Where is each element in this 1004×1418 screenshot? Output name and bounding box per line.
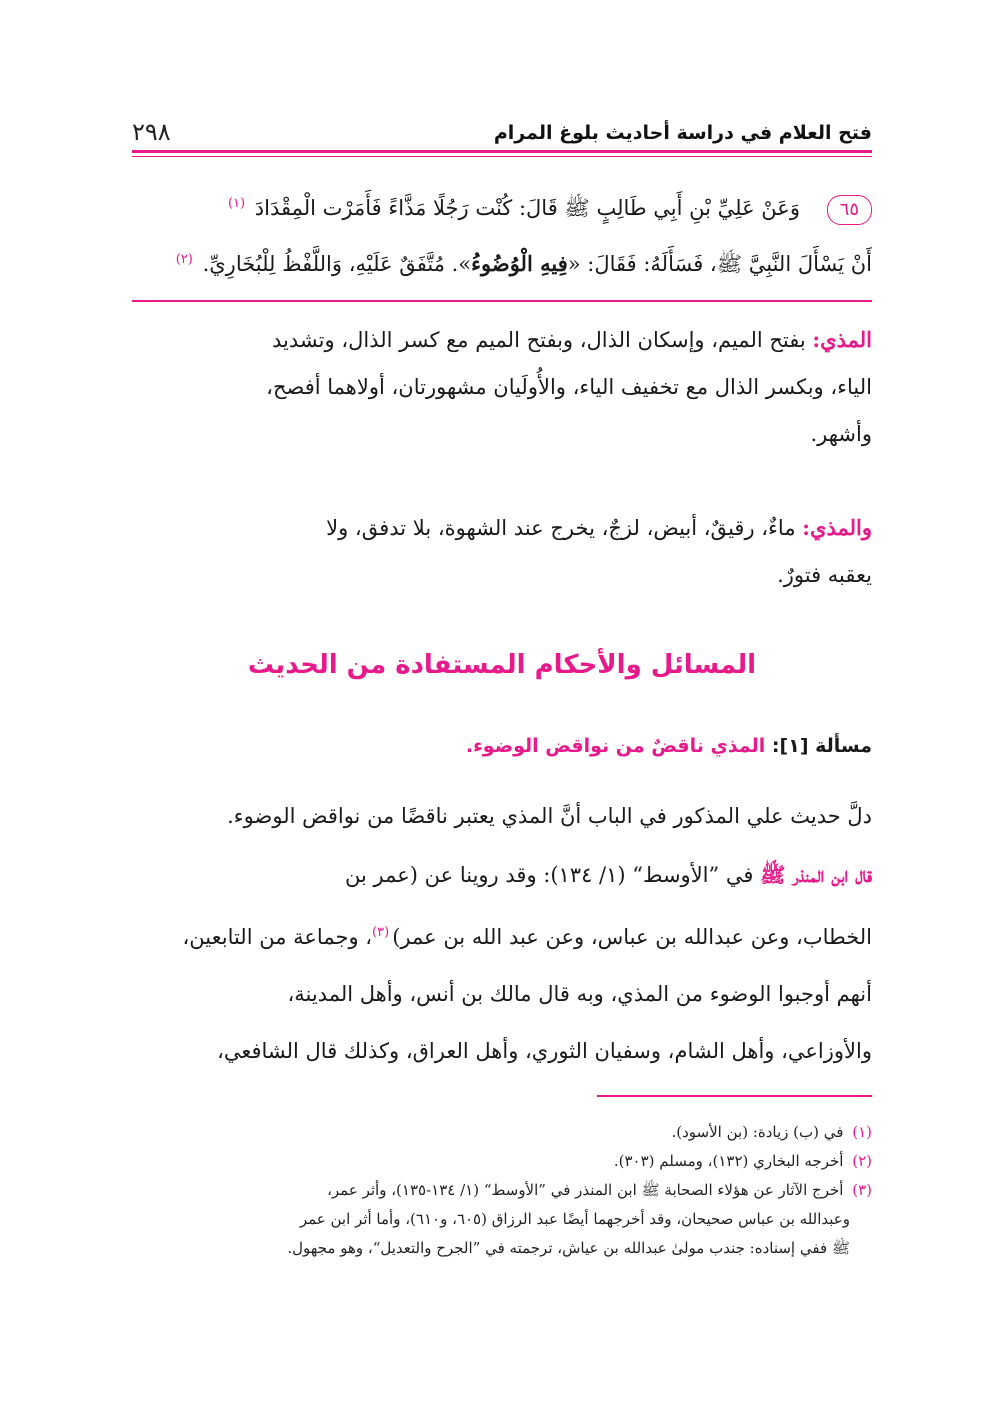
definition-wal-madhy-line-2: يعقبه فتورٌ. (777, 563, 872, 587)
footnote-1-text: في (ب) زيادة: (بن الأسود). (671, 1123, 844, 1141)
definition-wal-madhy-label: والمذي: (802, 515, 872, 540)
body-p2-text-1: في ”الأوسط“ (١/ ١٣٤): وقد روينا عن (عمر بن (345, 863, 754, 887)
footnote-ref-3[interactable]: (٣) (372, 925, 390, 940)
body-p2-line-1 (132, 846, 872, 904)
hadith-block (132, 178, 872, 298)
definition-madhy (132, 316, 872, 458)
footnote-1 (132, 1118, 872, 1147)
body-p2-line-3: أنهم أوجبوا الوضوء من المذي، وبه قال مالك بن أنس، وأهل المدينة، (287, 982, 872, 1006)
issue-label: مسألة [١]: (771, 735, 872, 757)
definition-wal-madhy-text-1: ماءٌ، رقيقٌ، أبيض، لزجٌ، يخرج عند الشهوة، بلا تدفق، ولا (326, 516, 796, 540)
hadith-text-2-bold: فِيهِ الْوُضُوءُ (471, 251, 568, 276)
body-p2-label: قال ابن المنذر ﷺ (760, 862, 872, 887)
hadith-separator (132, 300, 872, 302)
body-p2-text-2b: ، وجماعة من التابعين، (182, 925, 373, 949)
running-title: فتح العلام في دراسة أحاديث بلوغ المرام (493, 122, 872, 144)
hadith-text-2a: أَنْ يَسْأَلَ النَّبِيَّ ﷺ، فَسَأَلَهُ: فَقَالَ: « (567, 252, 872, 276)
footnote-3-text-3: ﷺ ففي إسناده: جندب مولىٰ عبدالله بن عياش، ترجمته في ”الجرح والتعديل“، وهو مجهول. (287, 1239, 850, 1257)
page-number: ٢٩٨ (132, 118, 171, 146)
footnote-3-text-2: وعبدالله بن عباس صحيحان، وقد أخرجهما أيضًا عبد الرزاق (٦٠٥، و٦١٠)، وأما أثر ابن عمر (299, 1210, 850, 1228)
definition-madhy-line-2: الياء، وبكسر الذال مع تخفيف الياء، والأُولَيان مشهورتان، أولاهما أفصح، (266, 375, 872, 399)
footnote-2 (132, 1147, 872, 1176)
issue-title: المذي ناقضٌ من نواقض الوضوء. (465, 735, 766, 757)
body-paragraph-2 (132, 846, 872, 1080)
footnote-2-number: (٢) (852, 1152, 872, 1170)
footnote-3-number: (٣) (852, 1181, 872, 1199)
footnotes (132, 1118, 872, 1263)
body-p1-line: دلَّ حديث علي المذكور في الباب أنَّ المذي يعتبر ناقضًا من نواقض الوضوء. (227, 804, 872, 828)
body-p2-text-2: الخطاب، وعن عبدالله بن عباس، وعن عبد الله بن عمر) (392, 925, 872, 949)
section-title: المسائل والأحكام المستفادة من الحديث (247, 650, 757, 680)
hadith-text-2b: ». مُتَّفَقٌ عَلَيْهِ، وَاللَّفْظُ لِلْبُخَارِيِّ. (202, 252, 472, 276)
definition-madhy-line-1 (132, 316, 872, 364)
header-rule-thick (132, 150, 872, 153)
definition-wal-madhy-line-1 (132, 504, 872, 552)
hadith-number-badge: ٦٥ (827, 195, 872, 225)
hadith-line-1 (132, 178, 872, 234)
hadith-line-2 (132, 234, 872, 290)
hadith-text-1: وَعَنْ عَلِيِّ بْنِ أَبِي طَالِبٍ ﷺ قَالَ: كُنْت رَجُلًا مَذَّاءً فَأَمَرْت الْمِقْدَادَ (254, 196, 800, 220)
definition-madhy-text-1: بفتح الميم، وإسكان الذال، وبفتح الميم مع كسر الذال، وتشديد (272, 328, 806, 352)
definition-madhy-line-3: وأشهر. (810, 422, 872, 446)
issue-heading (132, 730, 872, 762)
header-rule-thin (132, 156, 872, 157)
footnote-3-text-1: أخرج الآثار عن هؤلاء الصحابة ﷺ ابن المنذر في ”الأوسط“ (١/ ١٣٤-١٣٥)، وأثر عمر، (327, 1181, 844, 1199)
body-p2-line-4: والأوزاعي، وأهل الشام، وسفيان الثوري، وأهل العراق، وكذلك قال الشافعي، (217, 1039, 872, 1063)
footnote-2-text: أخرجه البخاري (١٣٢)، ومسلم (٣٠٣). (613, 1152, 844, 1170)
body-paragraph-1 (132, 790, 872, 842)
page-header (132, 108, 872, 150)
body-p2-line-2 (132, 904, 872, 966)
definition-wal-madhy (132, 504, 872, 599)
footnote-ref-2[interactable]: (٢) (175, 252, 193, 267)
footnote-ref-1[interactable]: (١) (227, 196, 246, 211)
footnote-1-number: (١) (852, 1123, 872, 1141)
footnote-separator (597, 1095, 872, 1097)
footnote-3 (132, 1176, 872, 1205)
definition-madhy-label: المذي: (812, 327, 872, 352)
